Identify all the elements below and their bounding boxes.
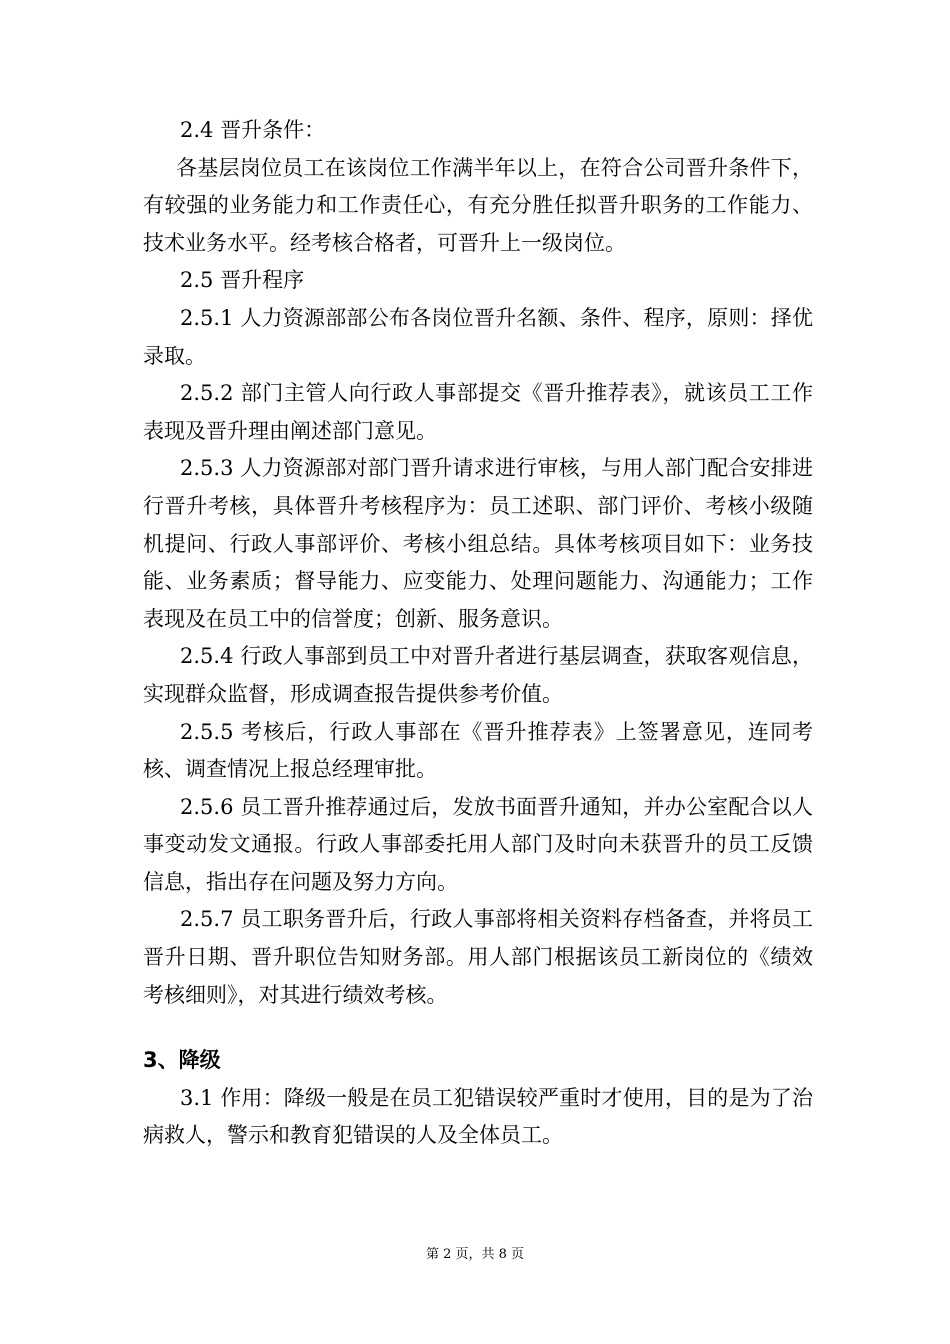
paragraph-2-5-2: 2.5.2 部门主管人向行政人事部提交《晋升推荐表》，就该员工工作表现及晋升理由阐述部门意见。 [143,381,813,443]
paragraph-2-4-title: 2.4 晋升条件： [180,118,326,142]
section-3-heading: 3、降级 [143,1048,221,1073]
paragraph-2-5-6: 2.5.6 员工晋升推荐通过后，发放书面晋升通知，并办公室配合以人事变动发文通报。行政人事部委托用人部门及时向未获晋升的员工反馈信息，指出存在问题及努力方向。 [143,794,813,894]
document-body [143,112,813,1155]
paragraph-2-5-3: 2.5.3 人力资源部对部门晋升请求进行审核，与用人部门配合安排进行晋升考核，具体晋升考核程序为：员工述职、部门评价、考核小级随机提问、行政人事部评价、考核小组总结。具体考核项目如下：业务技能、业务素质；督导能力、应变能力、处理问题能力、沟通能力；工作表现及在员工中的信誉度；创新、服务意识。 [143,456,813,631]
paragraph-2-5-7: 2.5.7 员工职务晋升后，行政人事部将相关资料存档备查，并将员工晋升日期、晋升职位告知财务部。用人部门根据该员工新岗位的《绩效考核细则》，对其进行绩效考核。 [143,907,813,1007]
page-footer: 第 2 页，共 8 页 [425,1247,525,1262]
paragraph-2-5-5: 2.5.5 考核后，行政人事部在《晋升推荐表》上签署意见，连同考核、调查情况上报总经理审批。 [143,719,813,782]
paragraph-2-4-body: 各基层岗位员工在该岗位工作满半年以上，在符合公司晋升条件下，有较强的业务能力和工作责任心，有充分胜任拟晋升职务的工作能力、技术业务水平。经考核合格者，可晋升上一级岗位。 [143,155,813,255]
paragraph-2-5-1: 2.5.1 人力资源部部公布各岗位晋升名额、条件、程序，原则：择优录取。 [143,305,813,368]
paragraph-2-5-4: 2.5.4 行政人事部到员工中对晋升者进行基层调查，获取客观信息，实现群众监督，形成调查报告提供参考价值。 [143,644,813,706]
paragraph-3-1: 3.1 作用：降级一般是在员工犯错误较严重时才使用，目的是为了治病救人，警示和教育犯错误的人及全体员工。 [143,1085,813,1148]
paragraph-2-5-title: 2.5 晋升程序 [180,268,305,293]
section-spacer [143,1014,813,1042]
